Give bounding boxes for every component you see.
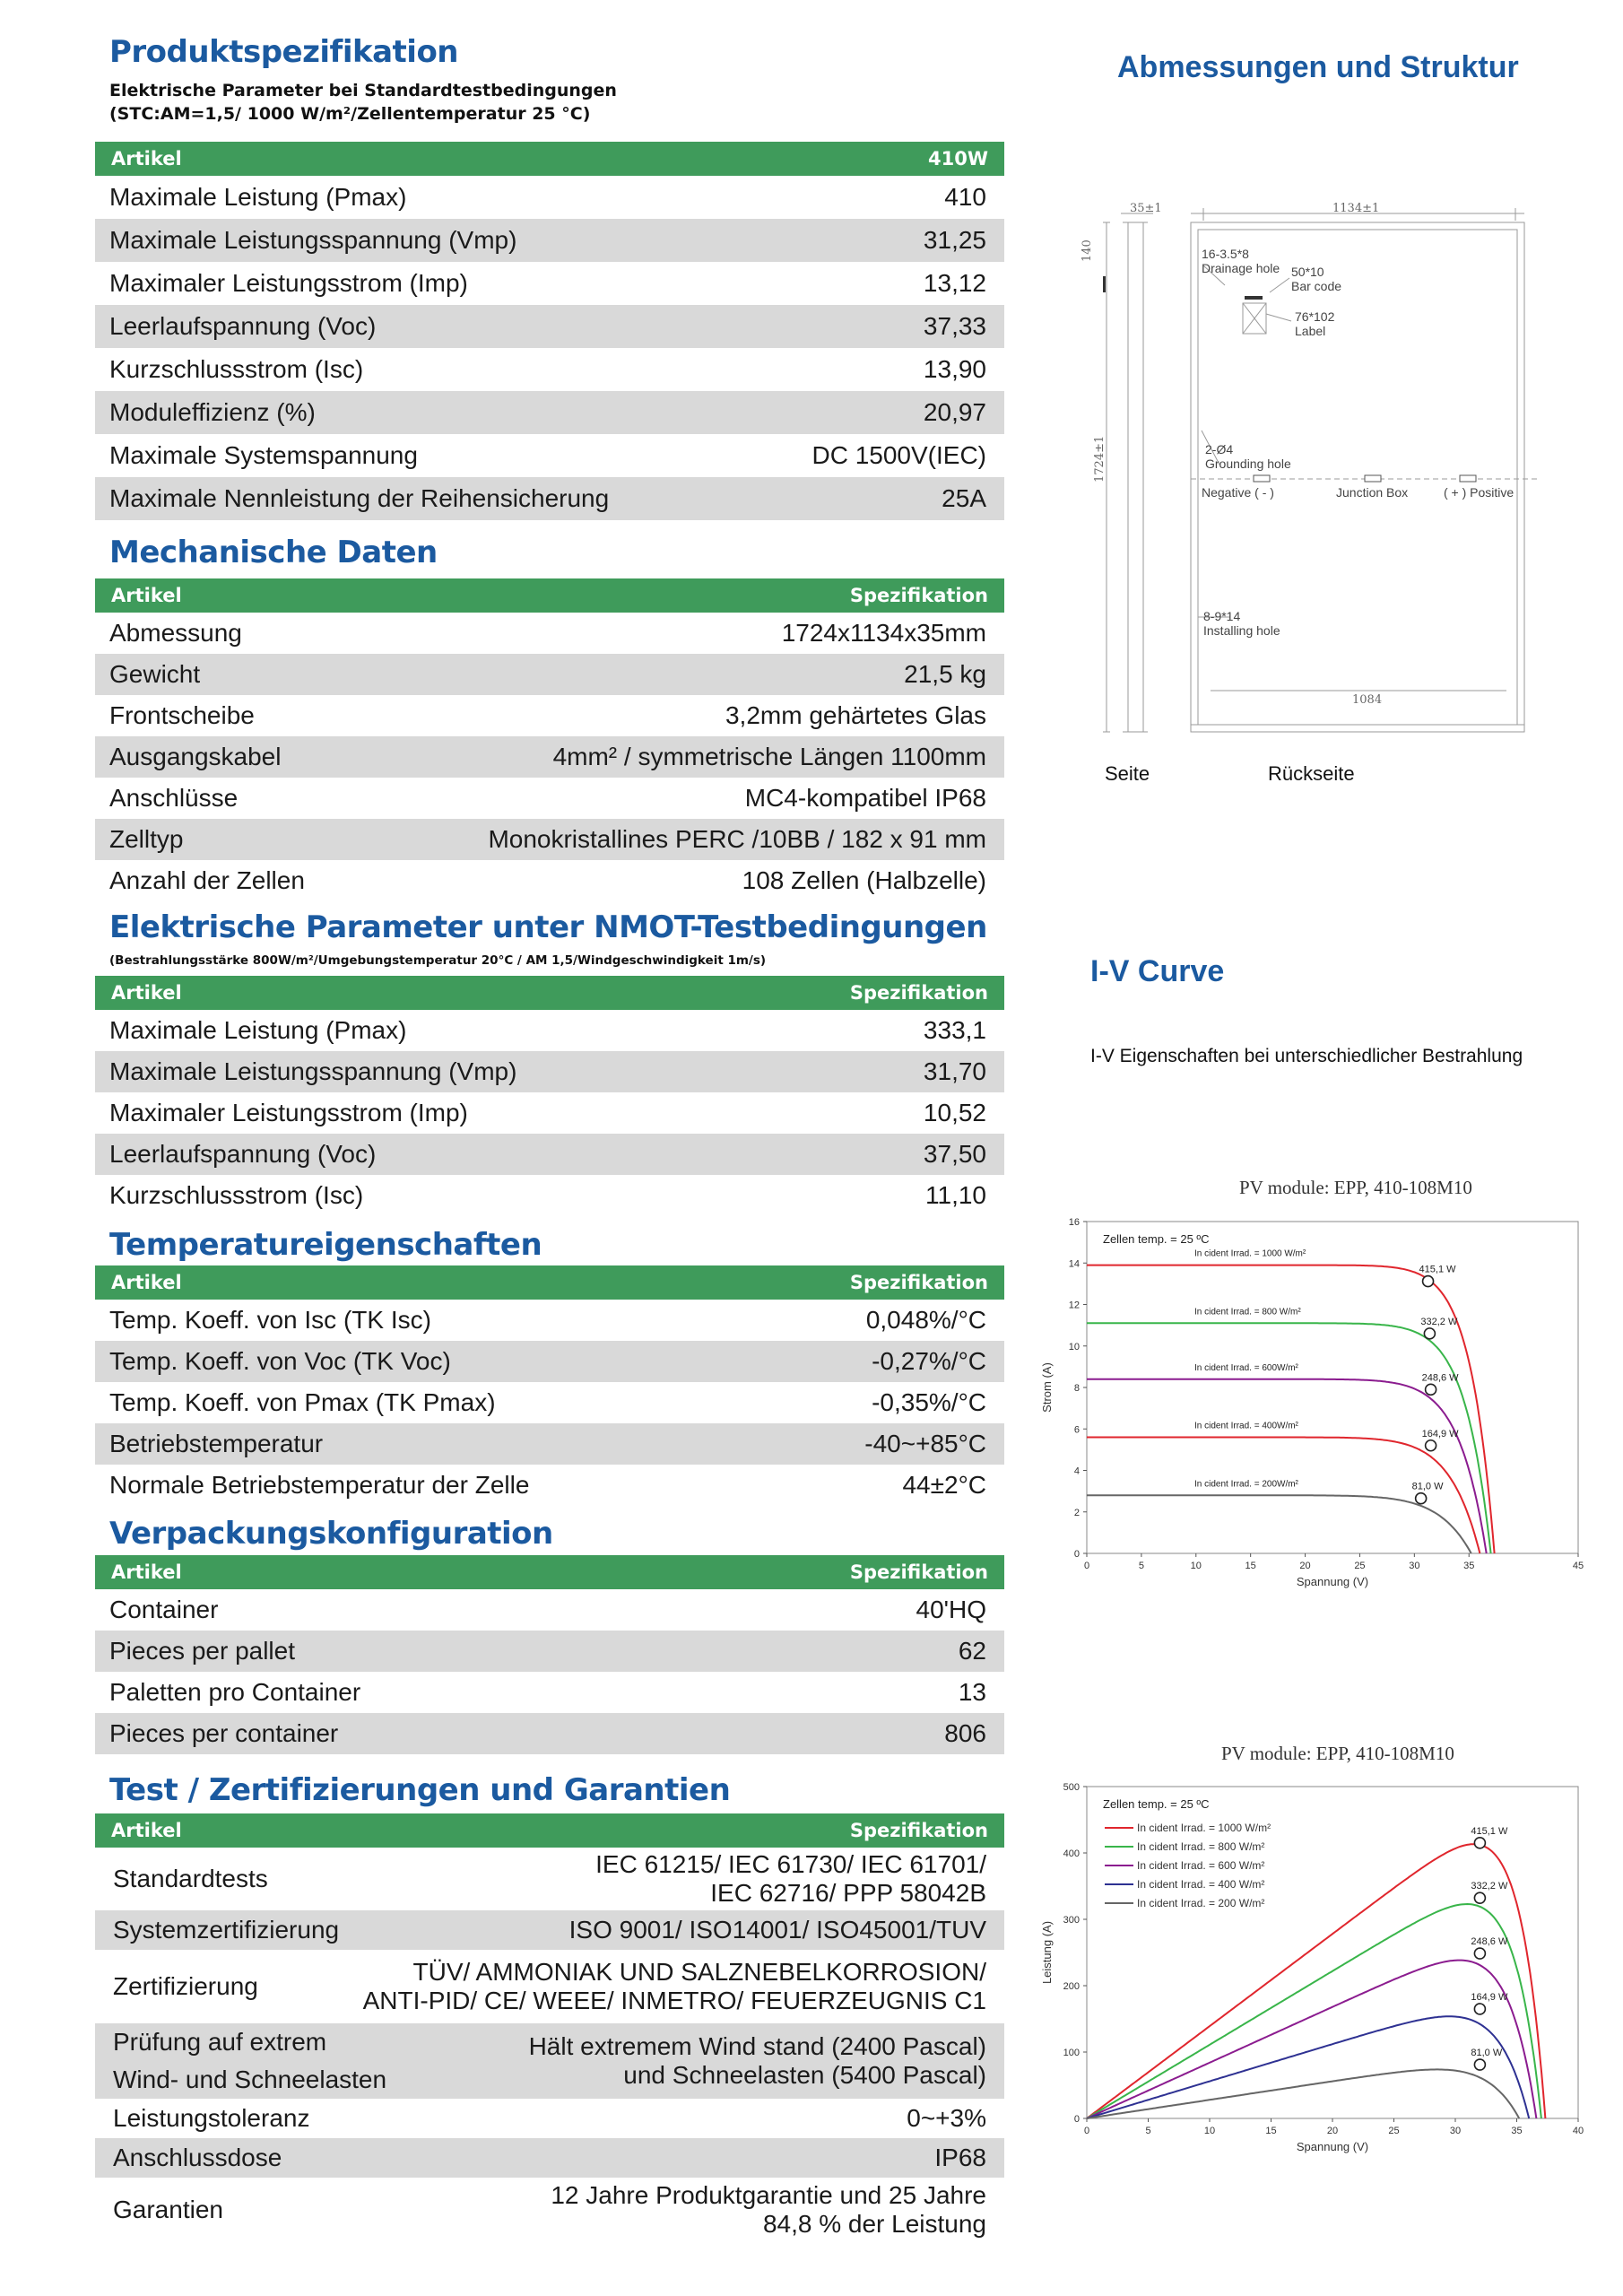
series-label: In cident Irrad. = 400W/m² bbox=[1194, 1421, 1298, 1431]
table-row bbox=[95, 1713, 1004, 1754]
row-label-line-1: Leistungstoleranz bbox=[113, 2104, 310, 2132]
row-value: 10,52 bbox=[923, 1099, 986, 1126]
row-label: Normale Betriebstemperatur der Zelle bbox=[109, 1471, 530, 1499]
module-drawing bbox=[1067, 196, 1569, 743]
row-label: Kurzschlussstrom (Isc) bbox=[109, 1181, 364, 1209]
row-label bbox=[109, 2191, 223, 2229]
y-tick-label: 10 bbox=[1068, 1341, 1080, 1352]
row-label: Moduleffizienz (%) bbox=[109, 398, 316, 426]
max-power-point bbox=[1474, 2059, 1485, 2070]
install-label-2: Installing hole bbox=[1203, 623, 1280, 638]
row-value-line-2: 84,8 % der Leistung bbox=[762, 2210, 986, 2238]
row-label-line-1: Garantien bbox=[113, 2196, 223, 2223]
row-value bbox=[595, 1850, 986, 1908]
table-row bbox=[95, 1950, 1004, 2023]
table-row bbox=[95, 1010, 1004, 1051]
x-tick-label: 20 bbox=[1299, 1561, 1311, 1571]
row-label bbox=[109, 1968, 258, 2005]
row-value: 31,70 bbox=[923, 1057, 986, 1085]
dim-left-top: 35±1 bbox=[1130, 202, 1162, 215]
row-label-line-1: Anschlussdose bbox=[113, 2144, 282, 2171]
x-tick-label: 0 bbox=[1083, 2126, 1090, 2136]
header-label-value: Spezifikation bbox=[849, 1561, 988, 1583]
drain-label-1: 16-3.5*8 bbox=[1202, 247, 1249, 261]
x-tick-label: 25 bbox=[1354, 1561, 1366, 1571]
legend-label: In cident Irrad. = 600 W/m² bbox=[1137, 1859, 1265, 1872]
row-value: 25A bbox=[942, 484, 986, 512]
row-value: 1724x1134x35mm bbox=[781, 619, 986, 647]
row-value: DC 1500V(IEC) bbox=[812, 441, 986, 469]
row-value-line-2: ANTI-PID/ CE/ WEEE/ INMETRO/ FEUERZEUGNIS C1 bbox=[362, 1987, 986, 2014]
table-row bbox=[95, 305, 1004, 348]
table-row bbox=[95, 1465, 1004, 1506]
row-value: 21,5 kg bbox=[904, 660, 986, 688]
temp-table bbox=[95, 1265, 1004, 1506]
series-label: In cident Irrad. = 200W/m² bbox=[1194, 1479, 1298, 1490]
table-row bbox=[95, 1134, 1004, 1175]
table-row bbox=[95, 1423, 1004, 1465]
table-row bbox=[95, 262, 1004, 305]
spec-table-header bbox=[95, 142, 1004, 176]
row-label-line-1: Zertifizierung bbox=[113, 1972, 258, 2000]
y-tick-label: 6 bbox=[1073, 1424, 1080, 1436]
x-tick-label: 40 bbox=[1572, 2126, 1584, 2136]
table-row bbox=[95, 176, 1004, 219]
row-value: 37,50 bbox=[923, 1140, 986, 1168]
row-value: 3,2mm gehärtetes Glas bbox=[725, 701, 986, 729]
x-tick-label: 20 bbox=[1326, 2126, 1339, 2136]
row-value: 13,90 bbox=[923, 355, 986, 383]
table-row bbox=[95, 1092, 1004, 1134]
y-tick-label: 200 bbox=[1063, 1981, 1080, 1992]
y-tick-label: 300 bbox=[1063, 1915, 1080, 1926]
row-value-line-1: 0~+3% bbox=[907, 2104, 986, 2132]
table-row bbox=[95, 1341, 1004, 1382]
row-value: -0,35%/°C bbox=[872, 1388, 986, 1416]
temp-title: Temperatureigenschaften bbox=[109, 1227, 542, 1263]
row-value: 13 bbox=[958, 1678, 986, 1706]
x-tick-label: 45 bbox=[1572, 1561, 1584, 1571]
iv-subtitle: I-V Eigenschaften bei unterschiedlicher Bestrahlung bbox=[1090, 1046, 1523, 1066]
max-power-label: 332,2 W bbox=[1471, 1881, 1508, 1892]
row-label bbox=[109, 1860, 268, 1898]
mech-title: Mechanische Daten bbox=[109, 535, 438, 570]
series-label: In cident Irrad. = 600W/m² bbox=[1194, 1362, 1298, 1373]
y-tick-label: 8 bbox=[1073, 1383, 1080, 1394]
row-label: Zelltyp bbox=[109, 825, 184, 853]
y-axis-label: Leistung (A) bbox=[1040, 1920, 1054, 1985]
pack-table bbox=[95, 1555, 1004, 1754]
x-tick-label: 0 bbox=[1083, 1561, 1090, 1571]
row-label: Maximale Leistung (Pmax) bbox=[109, 183, 407, 211]
spec-note-2: (STC:AM=1,5/ 1000 W/m²/Zellentemperatur 25 °C) bbox=[109, 104, 591, 124]
max-power-label: 164,9 W bbox=[1471, 1991, 1508, 2003]
x-tick-label: 35 bbox=[1511, 2126, 1523, 2136]
row-label-line-1: Prüfung auf extrem bbox=[113, 2028, 327, 2056]
header-label-artikel: Artikel bbox=[111, 1820, 182, 1841]
table-row bbox=[95, 348, 1004, 391]
header-label-value: Spezifikation bbox=[849, 585, 988, 606]
header-label-artikel: Artikel bbox=[111, 1272, 182, 1293]
table-row bbox=[95, 1910, 1004, 1950]
row-label: Betriebstemperatur bbox=[109, 1430, 324, 1457]
table-row bbox=[95, 2099, 1004, 2138]
row-value: -0,27%/°C bbox=[872, 1347, 986, 1375]
legend-label: In cident Irrad. = 1000 W/m² bbox=[1137, 1822, 1271, 1834]
junction-box-label: Junction Box bbox=[1336, 485, 1409, 500]
legend-label: In cident Irrad. = 800 W/m² bbox=[1137, 1840, 1265, 1853]
nmot-table-header bbox=[95, 976, 1004, 1010]
row-value bbox=[907, 2104, 986, 2133]
row-value: 108 Zellen (Halbzelle) bbox=[742, 866, 986, 894]
row-value-line-1: IEC 61215/ IEC 61730/ IEC 61701/ bbox=[595, 1850, 986, 1878]
max-power-point bbox=[1474, 2004, 1485, 2014]
row-label: Gewicht bbox=[109, 660, 201, 688]
cert-table bbox=[95, 1813, 1004, 2242]
row-value: 11,10 bbox=[925, 1181, 986, 1209]
table-row bbox=[95, 434, 1004, 477]
row-value: 0,048%/°C bbox=[865, 1306, 986, 1334]
mech-table bbox=[95, 578, 1004, 901]
table-row bbox=[95, 654, 1004, 695]
header-label-value: Spezifikation bbox=[849, 1272, 988, 1293]
row-value-line-2: und Schneelasten (5400 Pascal) bbox=[623, 2061, 986, 2089]
table-row bbox=[95, 2023, 1004, 2099]
row-value: 44±2°C bbox=[902, 1471, 986, 1499]
y-tick-label: 100 bbox=[1063, 2048, 1080, 2058]
table-row bbox=[95, 860, 1004, 901]
max-power-label: 164,9 W bbox=[1421, 1428, 1459, 1439]
row-label: Maximaler Leistungsstrom (Imp) bbox=[109, 269, 468, 297]
pack-table-header bbox=[95, 1555, 1004, 1589]
chart2-title: PV module: EPP, 410-108M10 bbox=[1221, 1743, 1454, 1764]
nmot-title: Elektrische Parameter unter NMOT-Testbedingungen bbox=[109, 909, 987, 945]
dim-top: 1134±1 bbox=[1332, 202, 1380, 215]
header-label-artikel: Artikel bbox=[111, 1561, 182, 1583]
y-tick-label: 0 bbox=[1073, 1549, 1080, 1560]
mech-table-header bbox=[95, 578, 1004, 613]
table-row bbox=[95, 613, 1004, 654]
row-label: Leerlaufspannung (Voc) bbox=[109, 1140, 377, 1168]
table-row bbox=[95, 819, 1004, 860]
x-tick-label: 30 bbox=[1449, 2126, 1462, 2136]
y-tick-label: 12 bbox=[1068, 1300, 1080, 1311]
max-power-point bbox=[1423, 1276, 1434, 1287]
table-row bbox=[95, 2178, 1004, 2242]
max-power-point bbox=[1416, 1493, 1427, 1504]
barcode-label-1: 50*10 bbox=[1291, 265, 1324, 279]
row-value: 13,12 bbox=[923, 269, 986, 297]
temperature-annotation: Zellen temp. = 25 ºC bbox=[1103, 1797, 1210, 1811]
table-row bbox=[95, 391, 1004, 434]
max-power-label: 332,2 W bbox=[1420, 1316, 1458, 1327]
row-label: Maximaler Leistungsstrom (Imp) bbox=[109, 1099, 468, 1126]
iv-title: I-V Curve bbox=[1090, 954, 1225, 988]
header-label-artikel: Artikel bbox=[111, 585, 182, 606]
row-value: 333,1 bbox=[923, 1016, 986, 1044]
y-tick-label: 16 bbox=[1068, 1217, 1080, 1228]
max-power-point bbox=[1426, 1440, 1436, 1451]
row-label: Temp. Koeff. von Voc (TK Voc) bbox=[109, 1347, 451, 1375]
row-value: 37,33 bbox=[923, 312, 986, 340]
row-label: Ausgangskabel bbox=[109, 743, 282, 770]
max-power-label: 248,6 W bbox=[1421, 1372, 1459, 1384]
table-row bbox=[95, 778, 1004, 819]
row-value bbox=[529, 2032, 986, 2090]
barcode-label-2: Bar code bbox=[1291, 279, 1342, 293]
row-value-line-1: 12 Jahre Produktgarantie und 25 Jahre bbox=[551, 2181, 986, 2209]
max-power-point bbox=[1426, 1384, 1436, 1395]
max-power-point bbox=[1474, 1948, 1485, 1959]
row-value: 20,97 bbox=[923, 398, 986, 426]
spec-table bbox=[95, 142, 1004, 520]
spec-note-1: Elektrische Parameter bei Standardtestbedingungen bbox=[109, 81, 617, 100]
cert-table-header bbox=[95, 1813, 1004, 1848]
row-label: Maximale Leistung (Pmax) bbox=[109, 1016, 407, 1044]
y-tick-label: 2 bbox=[1073, 1507, 1080, 1518]
legend-label: In cident Irrad. = 200 W/m² bbox=[1137, 1897, 1265, 1909]
row-label: Anschlüsse bbox=[109, 784, 239, 812]
max-power-point bbox=[1474, 1838, 1485, 1848]
row-value-line-2: IEC 62716/ PPP 58042B bbox=[710, 1879, 986, 1907]
dim-height: 1724±1 bbox=[1093, 435, 1107, 483]
row-value: 410 bbox=[944, 183, 986, 211]
row-label: Pieces per pallet bbox=[109, 1637, 296, 1665]
x-tick-label: 15 bbox=[1265, 2126, 1277, 2136]
max-power-label: 81,0 W bbox=[1471, 2048, 1503, 2059]
row-value bbox=[363, 1958, 986, 2015]
row-label: Temp. Koeff. von Isc (TK Isc) bbox=[109, 1306, 431, 1334]
row-label: Maximale Leistungsspannung (Vmp) bbox=[109, 226, 517, 254]
row-label-line-1: Standardtests bbox=[113, 1865, 268, 1892]
temperature-annotation: Zellen temp. = 25 ºC bbox=[1103, 1232, 1210, 1246]
header-label-artikel: Artikel bbox=[111, 148, 182, 170]
x-tick-label: 35 bbox=[1463, 1561, 1475, 1571]
row-label: Frontscheibe bbox=[109, 701, 255, 729]
pv-chart bbox=[1031, 1767, 1605, 2179]
row-value: 62 bbox=[958, 1637, 986, 1665]
y-tick-label: 14 bbox=[1068, 1258, 1080, 1270]
row-value: -40~+85°C bbox=[864, 1430, 986, 1457]
dim-bottom: 1084 bbox=[1352, 693, 1383, 707]
table-row bbox=[95, 219, 1004, 262]
row-value: Monokristallines PERC /10BB / 182 x 91 mm bbox=[488, 825, 986, 853]
label-label-1: 76*102 bbox=[1295, 309, 1335, 324]
install-label-1: 8-9*14 bbox=[1203, 609, 1241, 623]
dim-title: Abmessungen und Struktur bbox=[1117, 50, 1519, 84]
legend-label: In cident Irrad. = 400 W/m² bbox=[1137, 1878, 1265, 1891]
table-row bbox=[95, 2138, 1004, 2178]
row-label: Temp. Koeff. von Pmax (TK Pmax) bbox=[109, 1388, 496, 1416]
y-tick-label: 4 bbox=[1073, 1465, 1080, 1477]
pack-title: Verpackungskonfiguration bbox=[109, 1516, 553, 1552]
row-label: Pieces per container bbox=[109, 1719, 339, 1747]
row-label: Maximale Leistungsspannung (Vmp) bbox=[109, 1057, 517, 1085]
row-label-line-1: Systemzertifizierung bbox=[113, 1916, 340, 1944]
row-value-line-1: Hält extremem Wind stand (2400 Pascal) bbox=[528, 2032, 986, 2060]
row-value bbox=[551, 2181, 986, 2239]
series-label: In cident Irrad. = 800 W/m² bbox=[1194, 1307, 1301, 1318]
table-row bbox=[95, 1589, 1004, 1631]
max-power-label: 81,0 W bbox=[1411, 1481, 1444, 1492]
iv-chart bbox=[1031, 1202, 1605, 1632]
x-tick-label: 5 bbox=[1145, 2126, 1151, 2136]
max-power-label: 415,1 W bbox=[1419, 1264, 1456, 1275]
temp-table-header bbox=[95, 1265, 1004, 1300]
row-label: Paletten pro Container bbox=[109, 1678, 361, 1706]
dim-small: 140 bbox=[1081, 239, 1094, 262]
row-label bbox=[109, 2139, 282, 2177]
series-label: In cident Irrad. = 1000 W/m² bbox=[1194, 1248, 1306, 1259]
row-label: Container bbox=[109, 1596, 219, 1623]
header-label-value: Spezifikation bbox=[849, 1820, 988, 1841]
y-axis-label: Strom (A) bbox=[1040, 1362, 1054, 1413]
row-label: Maximale Nennleistung der Reihensicherung bbox=[109, 484, 610, 512]
row-label: Maximale Systemspannung bbox=[109, 441, 418, 469]
row-value-line-1: ISO 9001/ ISO14001/ ISO45001/TUV bbox=[568, 1916, 986, 1944]
x-axis-label: Spannung (V) bbox=[1296, 1575, 1369, 1588]
x-tick-label: 25 bbox=[1388, 2126, 1400, 2136]
header-label-artikel: Artikel bbox=[111, 982, 182, 1004]
side-view-label: Seite bbox=[1105, 762, 1150, 785]
header-label-value: 410W bbox=[928, 148, 988, 170]
row-label bbox=[109, 1911, 339, 1949]
row-label bbox=[109, 2100, 309, 2137]
table-row bbox=[95, 1631, 1004, 1672]
header-label-value: Spezifikation bbox=[849, 982, 988, 1004]
x-tick-label: 5 bbox=[1138, 1561, 1144, 1571]
x-axis-label: Spannung (V) bbox=[1296, 2140, 1369, 2153]
row-value: 4mm² / symmetrische Längen 1100mm bbox=[552, 743, 986, 770]
row-value-line-1: TÜV/ AMMONIAK UND SALZNEBELKORROSION/ bbox=[412, 1958, 986, 1986]
row-value bbox=[934, 2144, 986, 2172]
ground-label-1: 2-Ø4 bbox=[1205, 442, 1234, 457]
plot-frame bbox=[1087, 1222, 1578, 1553]
max-power-label: 248,6 W bbox=[1471, 1936, 1508, 1948]
max-power-point bbox=[1424, 1328, 1435, 1339]
row-value: 806 bbox=[944, 1719, 986, 1747]
ground-label-2: Grounding hole bbox=[1205, 457, 1291, 471]
table-row bbox=[95, 477, 1004, 520]
table-row bbox=[95, 736, 1004, 778]
nmot-table bbox=[95, 976, 1004, 1216]
row-label: Anzahl der Zellen bbox=[109, 866, 305, 894]
negative-label: Negative ( - ) bbox=[1202, 485, 1274, 500]
x-tick-label: 30 bbox=[1409, 1561, 1420, 1571]
back-view-label: Rückseite bbox=[1268, 762, 1355, 785]
row-label-line-2: Wind- und Schneelasten bbox=[113, 2066, 387, 2093]
x-tick-label: 15 bbox=[1245, 1561, 1256, 1571]
x-tick-label: 10 bbox=[1190, 1561, 1202, 1571]
chart1-title: PV module: EPP, 410-108M10 bbox=[1239, 1177, 1472, 1198]
row-value: 40'HQ bbox=[916, 1596, 986, 1623]
y-tick-label: 400 bbox=[1063, 1848, 1080, 1859]
x-tick-label: 10 bbox=[1203, 2126, 1216, 2136]
row-value: MC4-kompatibel IP68 bbox=[744, 784, 986, 812]
row-label: Leerlaufspannung (Voc) bbox=[109, 312, 377, 340]
table-row bbox=[95, 1382, 1004, 1423]
table-row bbox=[95, 1672, 1004, 1713]
table-row bbox=[95, 1848, 1004, 1910]
row-label: Kurzschlussstrom (Isc) bbox=[109, 355, 364, 383]
spec-title: Produktspezifikation bbox=[109, 34, 459, 70]
row-label: Abmessung bbox=[109, 619, 242, 647]
table-row bbox=[95, 1175, 1004, 1216]
table-row bbox=[95, 1051, 1004, 1092]
max-power-point bbox=[1474, 1892, 1485, 1903]
y-tick-label: 500 bbox=[1063, 1782, 1080, 1793]
row-value-line-1: IP68 bbox=[934, 2144, 986, 2171]
row-label bbox=[109, 2023, 386, 2099]
table-row bbox=[95, 695, 1004, 736]
positive-label: ( + ) Positive bbox=[1444, 485, 1515, 500]
row-value bbox=[569, 1916, 986, 1944]
table-row bbox=[95, 1300, 1004, 1341]
drain-label-2: Drainage hole bbox=[1202, 261, 1280, 275]
max-power-label: 415,1 W bbox=[1471, 1825, 1508, 1837]
nmot-note: (Bestrahlungsstärke 800W/m²/Umgebungstemperatur 20°C / AM 1,5/Windgeschwindigkeit 1m/s) bbox=[109, 953, 767, 968]
cert-title: Test / Zertifizierungen und Garantien bbox=[109, 1772, 731, 1808]
row-value: 31,25 bbox=[923, 226, 986, 254]
label-label-2: Label bbox=[1295, 324, 1326, 338]
y-tick-label: 0 bbox=[1073, 2114, 1080, 2125]
